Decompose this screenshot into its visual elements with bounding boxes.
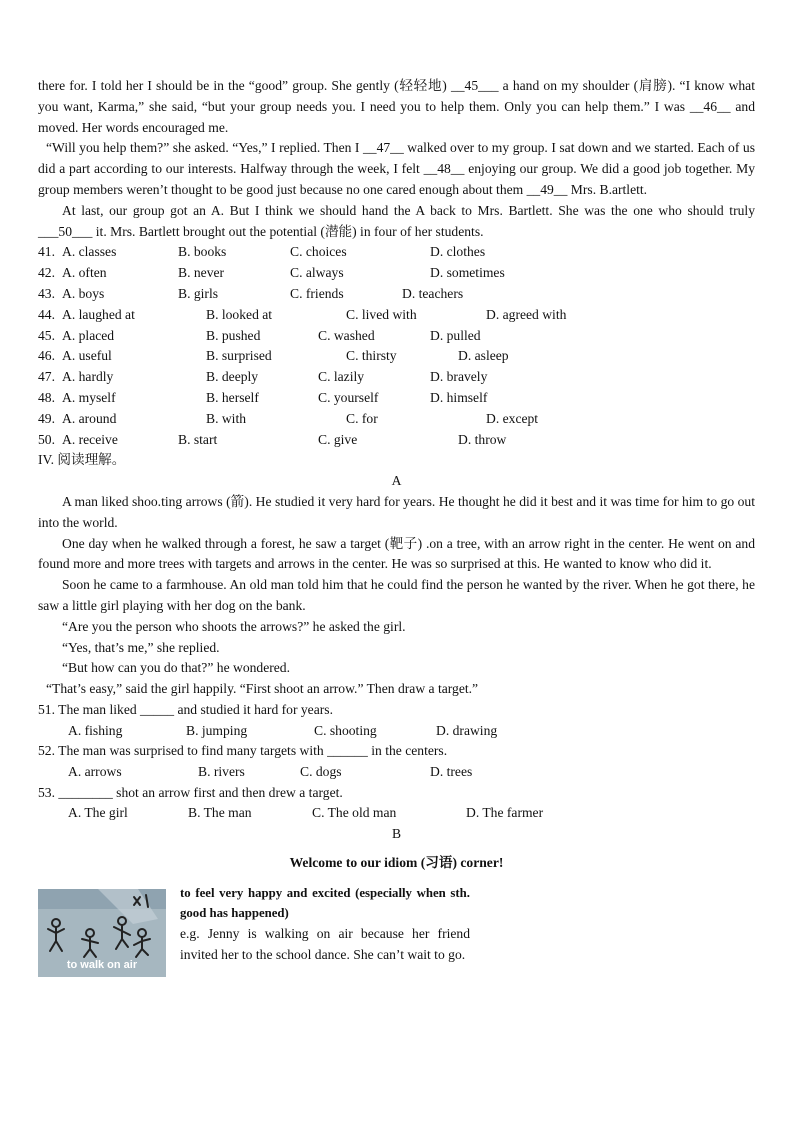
- dialogue-line: “Yes, that’s me,” she replied.: [62, 639, 220, 655]
- option-d: D. sometimes: [430, 265, 505, 281]
- option-d: D. bravely: [430, 369, 488, 385]
- option-d: D. drawing: [436, 722, 498, 738]
- question-number: 48.: [38, 389, 55, 405]
- reading-paragraph: One day when he walked through a forest, he saw a target (靶子) .on a tree, with an arrow right in the center. He went on and found more and more trees with targets and arrows in the center. He was so surprised at this. He wanted to know who did it.: [38, 535, 755, 572]
- option-a: A. arrows: [68, 763, 122, 779]
- option-b: B. herself: [206, 389, 259, 405]
- option-b: B. never: [178, 265, 225, 281]
- option-b: B. pushed: [206, 327, 261, 343]
- passage-paragraph: there for. I told her I should be in the “good” group. She gently (轻轻地) __45___ a hand on my shoulder (肩膀). “I know what you want, Karma,” she said, “but your group needs you. I need you to help them. Only you can help them.” I was __46__ and moved. Her words encouraged me.: [38, 78, 755, 135]
- option-a: A. fishing: [68, 722, 123, 738]
- option-b: B. deeply: [206, 369, 259, 385]
- question-number: 49.: [38, 410, 55, 426]
- option-d: D. trees: [430, 763, 473, 779]
- option-c: C. lazily: [318, 369, 365, 385]
- cloze-option-row: [38, 284, 755, 305]
- cloze-option-row: [38, 388, 755, 409]
- option-c: C. yourself: [318, 389, 379, 405]
- idiom-text: [180, 883, 470, 965]
- option-c: C. washed: [318, 327, 375, 343]
- cloze-option-row: [38, 326, 755, 347]
- option-a: A. often: [62, 265, 107, 281]
- option-d: D. teachers: [402, 285, 464, 301]
- option-d: D. except: [486, 410, 539, 426]
- option-b: B. looked at: [206, 306, 273, 322]
- option-b: B. The man: [188, 805, 252, 821]
- question-number: 44.: [38, 306, 55, 322]
- cloze-option-row: [38, 346, 755, 367]
- option-a: A. classes: [62, 244, 117, 260]
- passage-paragraph: “Will you help them?” she asked. “Yes,” I replied. Then I __47__ walked over to my group. I sat down and we started. Each of us did a part according to our interests. Halfway through the week, I felt __48__ enjoying our group. We did a good job together. My group members weren’t thought to be good just because no one cared enough about them __49__ Mrs. B.artlett.: [38, 140, 755, 197]
- cloze-option-row: [38, 305, 755, 326]
- option-a: A. laughed at: [62, 306, 135, 322]
- option-c: C. lived with: [346, 306, 417, 322]
- passage-label-b: B: [391, 826, 402, 842]
- idiom-example: e.g. Jenny is walking on air because her friend invited her to the school dance. She can’t wait to go.: [180, 926, 470, 962]
- question-number: 43.: [38, 285, 55, 301]
- idiom-image-caption: to walk on air: [66, 958, 138, 971]
- option-c: C. give: [318, 431, 358, 447]
- reading-paragraph: A man liked shoo.ting arrows (箭). He studied it very hard for years. He thought he did it best and it was time for him to go out into the world.: [38, 493, 755, 530]
- option-d: D. The farmer: [466, 805, 544, 821]
- question-stem: 52. The man was surprised to find many targets with ______ in the centers.: [38, 743, 448, 759]
- option-b: B. surprised: [206, 348, 272, 364]
- question-options: [38, 721, 755, 742]
- passage-label-a: A: [391, 473, 402, 489]
- option-c: C. thirsty: [346, 348, 397, 364]
- cloze-option-row: [38, 409, 755, 430]
- option-c: C. choices: [290, 244, 347, 260]
- option-d: D. throw: [458, 431, 507, 447]
- question-options: [38, 762, 755, 783]
- option-c: C. The old man: [312, 805, 397, 821]
- option-d: D. himself: [430, 389, 488, 405]
- question-number: 46.: [38, 348, 55, 364]
- option-c: C. shooting: [314, 722, 377, 738]
- option-b: B. books: [178, 244, 227, 260]
- option-c: C. friends: [290, 285, 344, 301]
- idiom-card: [38, 883, 755, 983]
- dialogue-line: “But how can you do that?” he wondered.: [62, 660, 291, 676]
- dialogue-line: “Are you the person who shoots the arrows?” he asked the girl.: [62, 618, 406, 634]
- idiom-title: Welcome to our idiom (习语) corner!: [289, 854, 504, 870]
- option-b: B. jumping: [186, 722, 248, 738]
- option-a: A. placed: [62, 327, 115, 343]
- option-c: C. dogs: [300, 763, 342, 779]
- option-a: A. hardly: [62, 369, 114, 385]
- reading-paragraph: Soon he came to a farmhouse. An old man told him that he could find the person he wanted by the river. When he got there, he saw a little girl playing with her dog on the bank.: [38, 577, 755, 613]
- option-a: A. useful: [62, 348, 112, 364]
- question-number: 50.: [38, 431, 55, 447]
- option-d: D. asleep: [458, 348, 509, 364]
- exam-page: [38, 76, 755, 983]
- option-d: D. agreed with: [486, 306, 567, 322]
- option-c: C. always: [290, 265, 344, 281]
- cloze-option-row: [38, 242, 755, 263]
- question-options: [38, 803, 755, 824]
- option-d: D. clothes: [430, 244, 486, 260]
- option-a: A. myself: [62, 389, 116, 405]
- option-d: D. pulled: [430, 327, 481, 343]
- question-number: 42.: [38, 265, 55, 281]
- question-stem: 51. The man liked _____ and studied it hard for years.: [38, 701, 333, 717]
- question-number: 47.: [38, 369, 55, 385]
- option-b: B. rivers: [198, 763, 245, 779]
- cloze-options: [38, 242, 755, 450]
- cloze-option-row: [38, 263, 755, 284]
- section-heading: IV. 阅读理解。: [38, 452, 126, 468]
- cloze-option-row: [38, 430, 755, 451]
- dialogue-line: “That’s easy,” said the girl happily. “First shoot an arrow.” Then draw a target.”: [46, 681, 479, 697]
- option-c: C. for: [346, 410, 378, 426]
- idiom-definition: to feel very happy and excited (especially when sth. good has happened): [180, 885, 470, 921]
- option-b: B. start: [178, 431, 218, 447]
- question-number: 45.: [38, 327, 55, 343]
- cloze-option-row: [38, 367, 755, 388]
- passage-paragraph: At last, our group got an A. But I think we should hand the A back to Mrs. Bartlett. She was the one who should truly ___50___ it. Mrs. Bartlett brought out the potential (潜能) in four of her students.: [38, 202, 755, 239]
- option-b: B. girls: [178, 285, 219, 301]
- question-number: 41.: [38, 244, 55, 260]
- option-a: A. receive: [62, 431, 118, 447]
- idiom-illustration: [38, 889, 166, 977]
- question-stem: 53. ________ shot an arrow first and then drew a target.: [38, 784, 343, 800]
- option-a: A. boys: [62, 285, 105, 301]
- option-a: A. around: [62, 410, 117, 426]
- option-b: B. with: [206, 410, 247, 426]
- option-a: A. The girl: [68, 805, 128, 821]
- question-list: [38, 700, 755, 824]
